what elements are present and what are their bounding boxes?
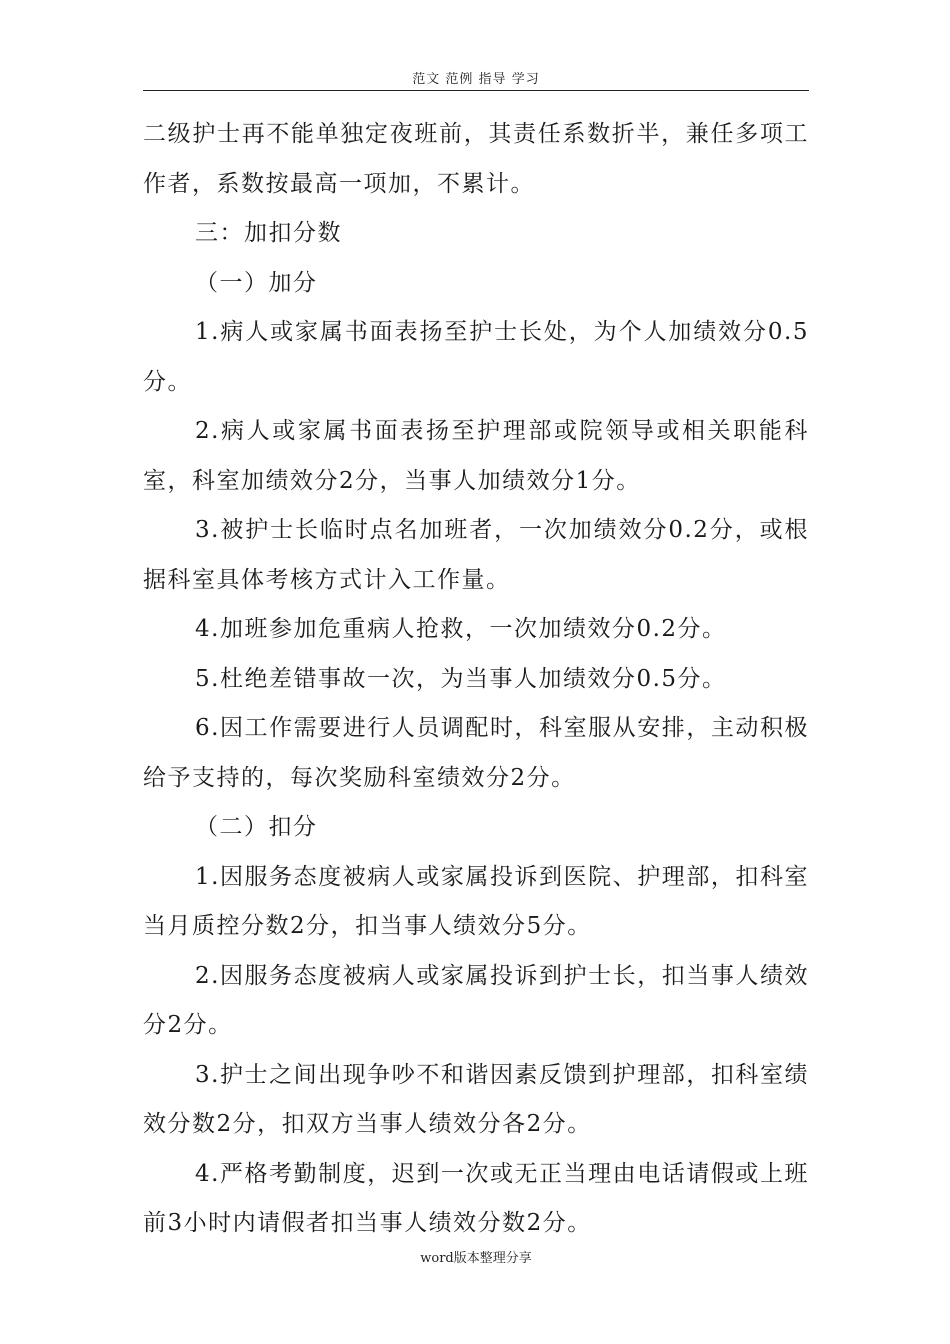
section-heading-scoring: 三：加扣分数 [195, 220, 342, 246]
header-divider [143, 90, 809, 91]
paragraph-continuation: 二级护士再不能单独定夜班前，其责任系数折半，兼任多项工作者，系数按最高一项加，不累计。 [143, 121, 809, 197]
bonus-item-3: 3.被护士长临时点名加班者，一次加绩效分0.2分，或根据科室具体考核方式计入工作量。 [143, 517, 809, 593]
deduction-item-1: 1.因服务态度被病人或家属投诉到医院、护理部，扣科室当月质控分数2分，扣当事人绩效分5分。 [143, 863, 809, 939]
bonus-item-5: 5.杜绝差错事故一次，为当事人加绩效分0.5分。 [195, 665, 727, 692]
deduction-item-3: 3.护士之间出现争吵不和谐因素反馈到护理部，扣科室绩效分数2分，扣双方当事人绩效分各2分。 [143, 1061, 809, 1137]
bonus-item-6: 6.因工作需要进行人员调配时，科室服从安排，主动积极给予支持的，每次奖励科室绩效分2分。 [143, 715, 809, 791]
page-header: 范文 范例 指导 学习 [412, 72, 540, 87]
deduction-item-2: 2.因服务态度被病人或家属投诉到护士长，扣当事人绩效分2分。 [143, 962, 809, 1038]
bonus-item-2: 2.病人或家属书面表扬至护理部或院领导或相关职能科室，科室加绩效分2分，当事人加绩效分1分。 [143, 418, 809, 494]
document-body [143, 110, 809, 1249]
subsection-heading-bonus: （一）加分 [195, 269, 318, 296]
deduction-item-4: 4.严格考勤制度，迟到一次或无正当理由电话请假或上班前3小时内请假者扣当事人绩效分数2分。 [143, 1160, 809, 1236]
subsection-heading-deduction: （二）扣分 [195, 814, 318, 840]
bonus-item-1: 1.病人或家属书面表扬至护士长处，为个人加绩效分0.5分。 [143, 319, 809, 395]
bonus-item-4: 4.加班参加危重病人抢救，一次加绩效分0.2分。 [195, 616, 727, 642]
page-footer: word版本整理分享 [420, 1251, 532, 1266]
